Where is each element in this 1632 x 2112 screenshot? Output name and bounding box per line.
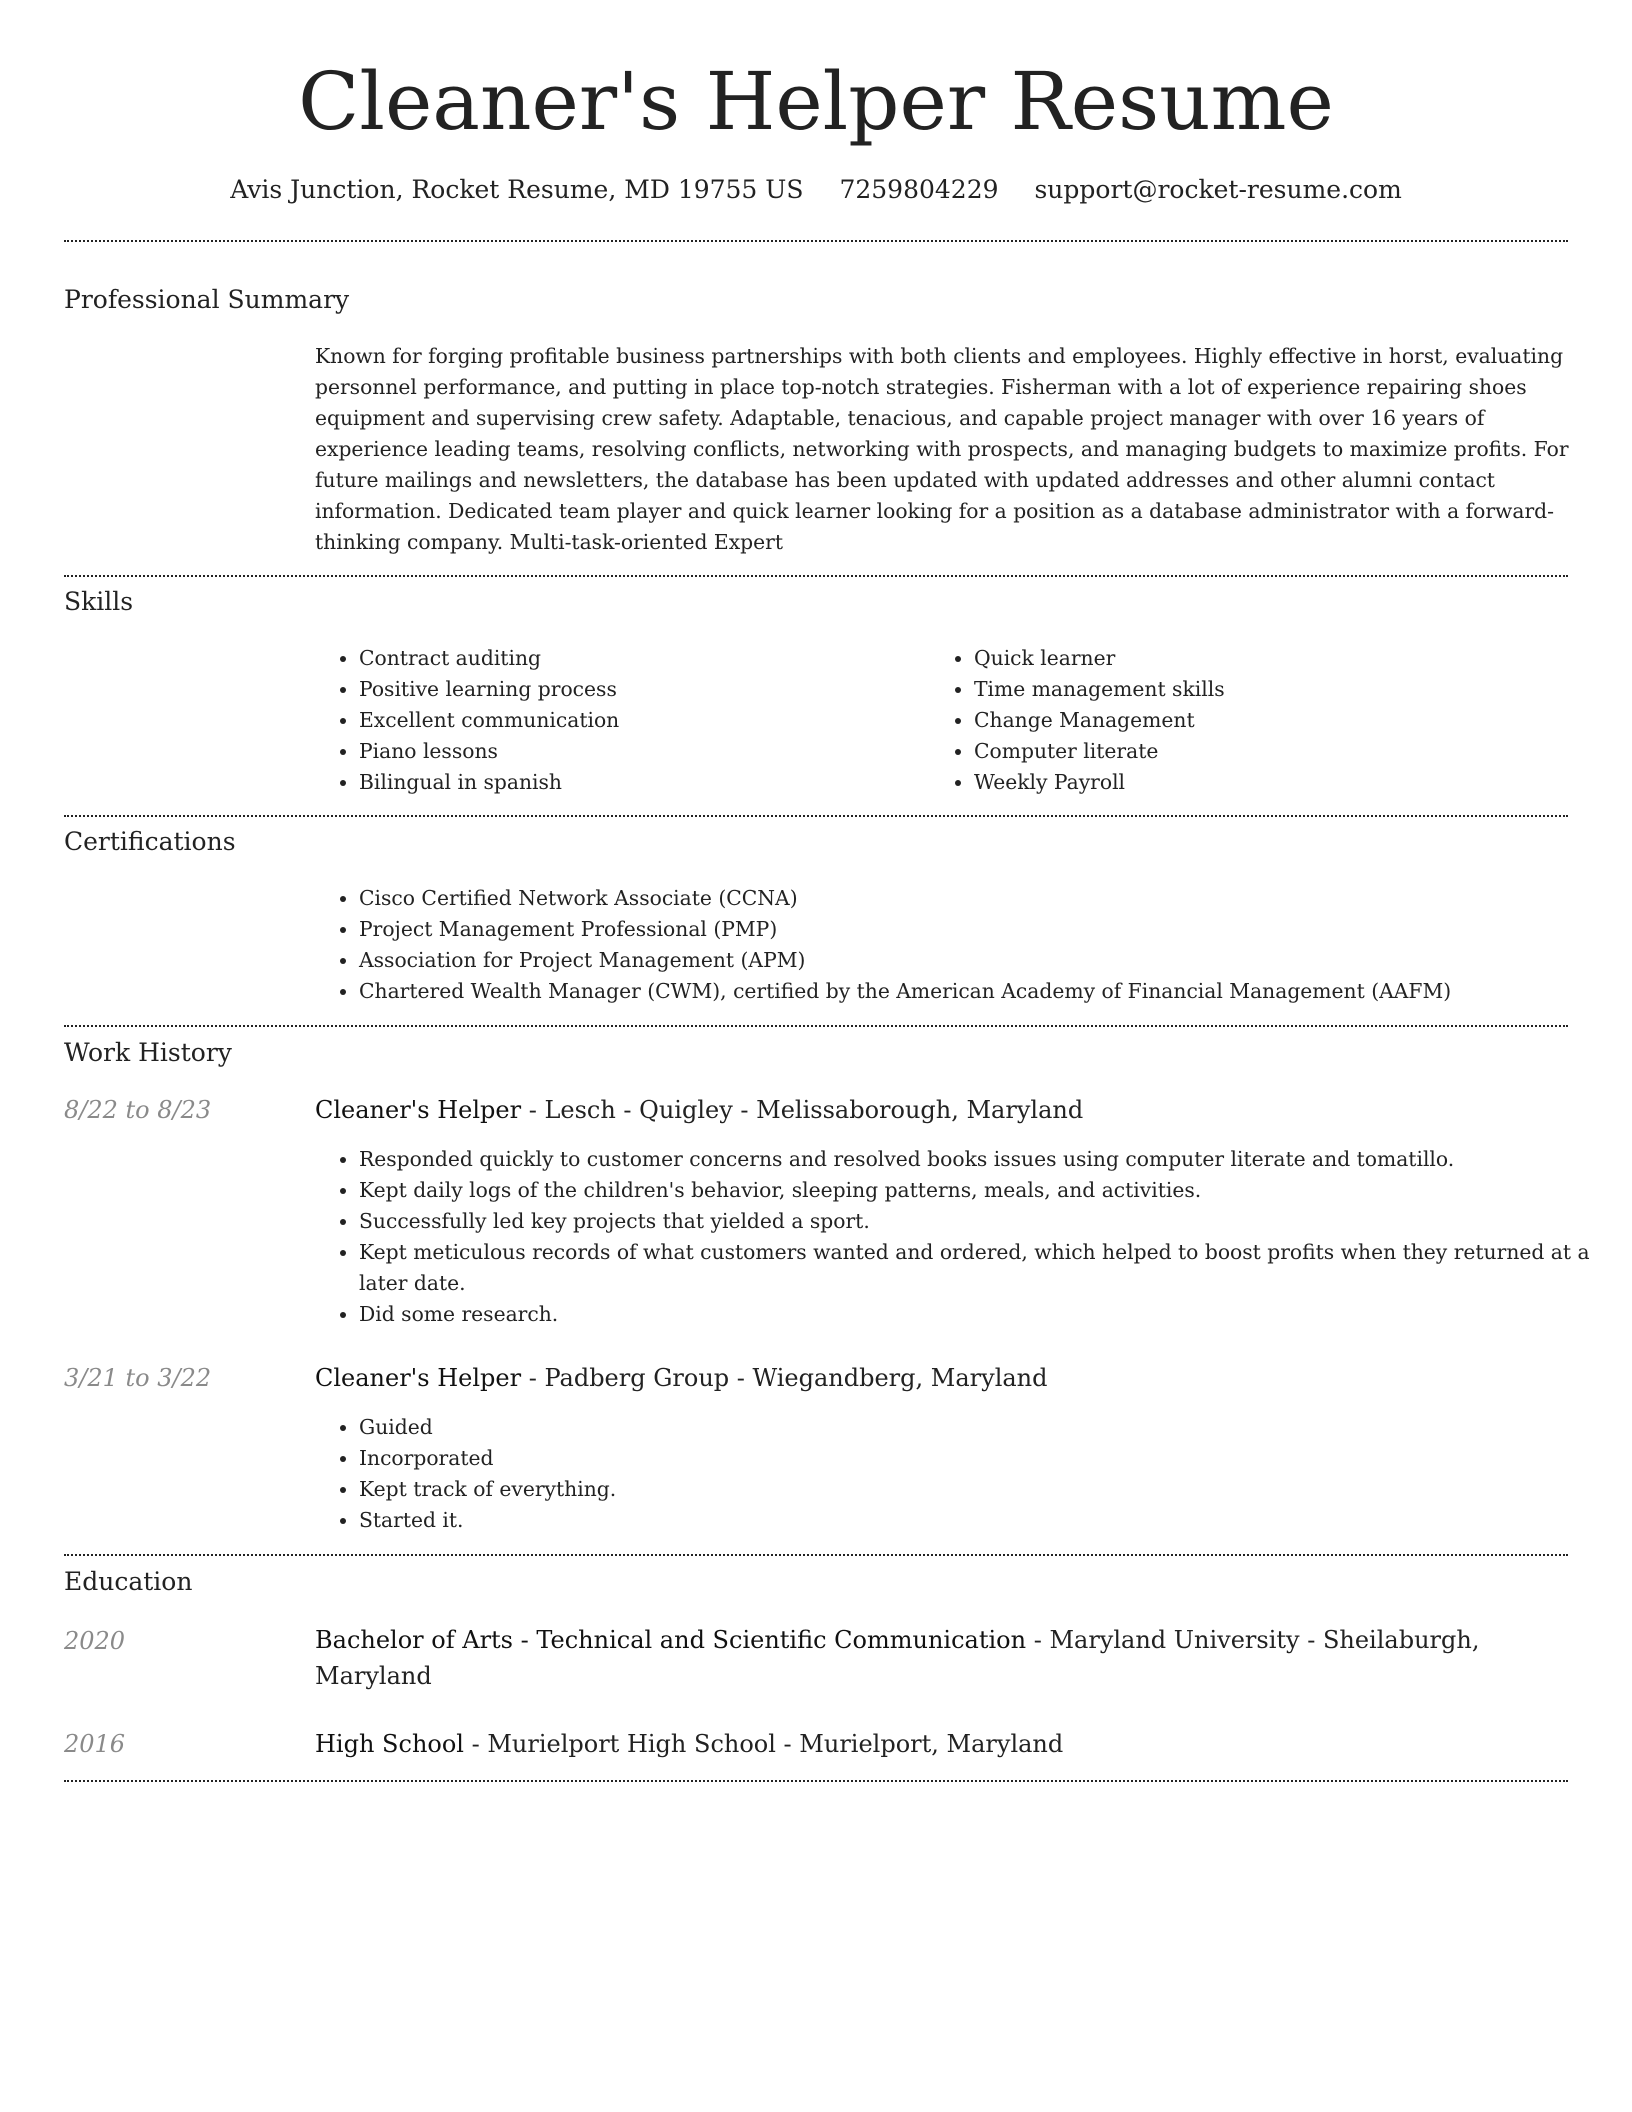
- education-heading: Education: [64, 1567, 193, 1596]
- summary-text: Known for forging profitable business partnerships with both clients and employees. Highly effective in horst, evaluating personnel performance, and putting in place top-notch strategies. Fisherman with a lot of experience repairing shoes equipment and supervising crew safety. Adaptable, tenacious, and capable project manager with over 16 years of experience leading teams, resolving conflicts, networking with prospects, and managing budgets to maximize profits. For future mailings and newsletters, the database has been updated with updated addresses and other alumni contact information. Dedicated team player and quick learner looking for a position as a database administrator with a forward-thinking company. Multi-task-oriented Expert: [315, 344, 1569, 554]
- skill-item: • Piano lessons: [359, 736, 919, 767]
- certification-item: • Cisco Certified Network Associate (CCNA): [359, 883, 1609, 914]
- resume-title: Cleaner's Helper Resume: [298, 55, 1334, 148]
- skills-list-right: [930, 643, 1534, 798]
- contact-address: Avis Junction, Rocket Resume, MD 19755 US: [230, 175, 804, 204]
- certification-item: • Association for Project Management (APM): [359, 945, 1609, 976]
- skill-item: • Computer literate: [974, 736, 1534, 767]
- job-dates: 3/21 to 3/22: [64, 1364, 212, 1392]
- skills-heading: Skills: [64, 587, 134, 616]
- job-bullet: • Kept daily logs of the children's behavior, sleeping patterns, meals, and activities.: [359, 1175, 1609, 1206]
- job-employer-location: - Lesch - Quigley - Melissaborough, Maryland: [521, 1096, 1084, 1124]
- job-bullet: • Did some research.: [359, 1299, 1609, 1330]
- divider: [64, 815, 1568, 817]
- education-entry: [315, 1726, 1565, 1762]
- education-year: 2016: [64, 1730, 126, 1758]
- job-bullets: [315, 1144, 1609, 1330]
- divider: [64, 575, 1568, 577]
- job-title: Cleaner's Helper: [315, 1096, 522, 1124]
- certifications-list: [315, 883, 1609, 1007]
- skill-item: • Bilingual in spanish: [359, 767, 919, 798]
- certification-item: • Project Management Professional (PMP): [359, 914, 1609, 945]
- certification-item: • Chartered Wealth Manager (CWM), certified by the American Academy of Financial Management (AAFM): [359, 976, 1609, 1007]
- contact-line: [0, 172, 1632, 208]
- skills-list-left: [315, 643, 919, 798]
- skill-item: • Time management skills: [974, 674, 1534, 705]
- skill-item: • Quick learner: [974, 643, 1534, 674]
- divider: [64, 240, 1568, 242]
- education-school-location: - Maryland University - Sheilaburgh, Maryland: [315, 1626, 1480, 1690]
- divider: [64, 1554, 1568, 1556]
- education-school-location: - Murielport High School - Murielport, Maryland: [463, 1730, 1064, 1758]
- job-bullet: • Incorporated: [359, 1443, 1609, 1474]
- work-history-heading: Work History: [64, 1038, 232, 1067]
- contact-phone: 7259804229: [839, 175, 999, 204]
- education-degree: Bachelor of Arts - Technical and Scientific Communication: [315, 1626, 1027, 1654]
- job-dates: 8/22 to 8/23: [64, 1096, 212, 1124]
- summary-heading: Professional Summary: [64, 285, 350, 314]
- skill-item: • Change Management: [974, 705, 1534, 736]
- divider: [64, 1780, 1568, 1782]
- skill-item: • Excellent communication: [359, 705, 919, 736]
- job-header: [315, 1360, 1048, 1396]
- skill-item: • Positive learning process: [359, 674, 919, 705]
- job-employer-location: - Padberg Group - Wiegandberg, Maryland: [521, 1364, 1048, 1392]
- divider: [64, 1025, 1568, 1027]
- job-bullet: • Responded quickly to customer concerns and resolved books issues using computer literate and tomatillo.: [359, 1144, 1609, 1175]
- job-bullet: • Successfully led key projects that yielded a sport.: [359, 1206, 1609, 1237]
- job-bullet: • Kept track of everything.: [359, 1474, 1609, 1505]
- education-degree: High School: [315, 1730, 464, 1758]
- education-entry: [315, 1622, 1565, 1694]
- education-year: 2020: [64, 1627, 126, 1655]
- job-bullets: [315, 1412, 1609, 1536]
- job-title: Cleaner's Helper: [315, 1364, 522, 1392]
- contact-email: support@rocket-resume.com: [1034, 175, 1402, 204]
- job-bullet: • Started it.: [359, 1505, 1609, 1536]
- certifications-heading: Certifications: [64, 827, 236, 856]
- job-bullet: • Kept meticulous records of what customers wanted and ordered, which helped to boost profits when they returned at a later date.: [359, 1237, 1609, 1299]
- job-bullet: • Guided: [359, 1412, 1609, 1443]
- skill-item: • Weekly Payroll: [974, 767, 1534, 798]
- job-header: [315, 1092, 1083, 1128]
- skill-item: • Contract auditing: [359, 643, 919, 674]
